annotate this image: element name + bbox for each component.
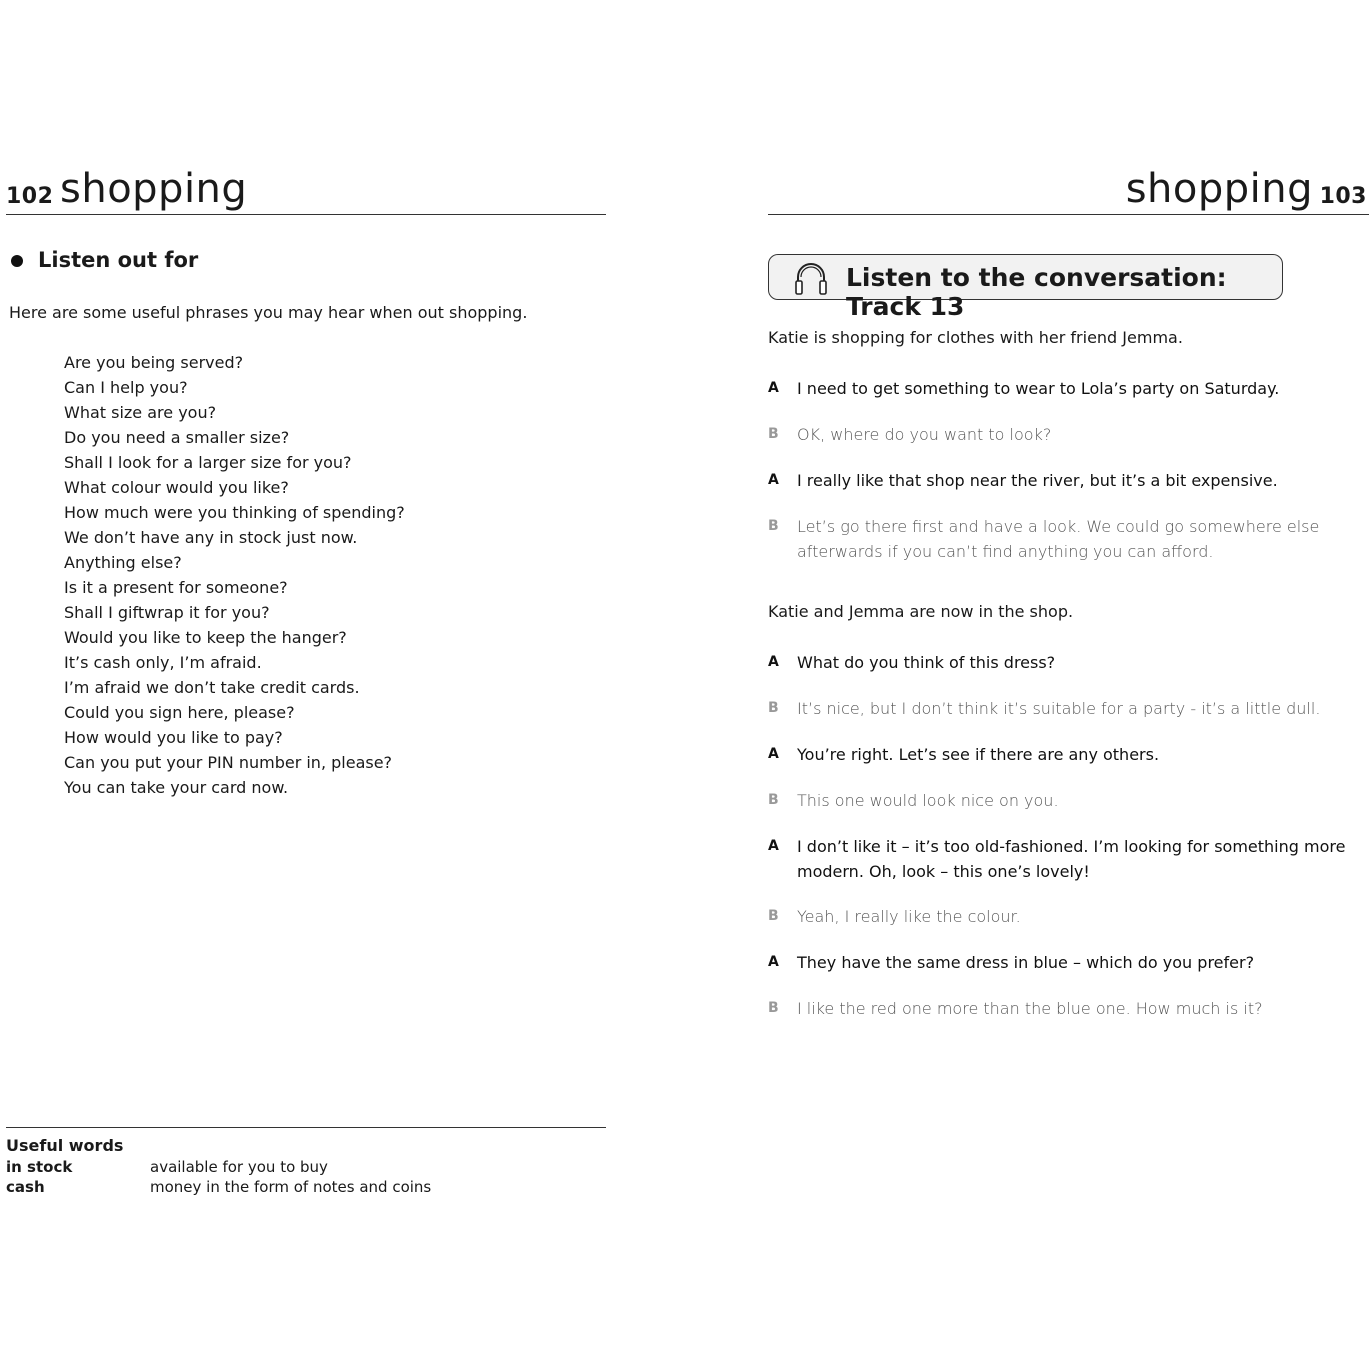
dialogue-line — [768, 696, 1358, 721]
dialogue-text: I like the red one more than the blue one. How much is it? — [797, 999, 1263, 1018]
phrase-item: Anything else? — [64, 553, 182, 572]
phrase-item: Can I help you? — [64, 378, 188, 397]
phrase-list — [64, 350, 405, 800]
speaker-label: A — [768, 838, 779, 854]
dialogue-text: You’re right. Let’s see if there are any others. — [797, 745, 1160, 764]
dialogue-line — [768, 742, 1358, 767]
speaker-label: B — [768, 1000, 779, 1016]
dialogue-line — [768, 650, 1358, 675]
speaker-label: B — [768, 792, 779, 808]
phrase-item: Would you like to keep the hanger? — [64, 628, 347, 647]
dialogue-text: I really like that shop near the river, but it’s a bit expensive. — [797, 471, 1278, 490]
track-banner — [768, 254, 1283, 321]
phrase-item: Are you being served? — [64, 353, 244, 372]
phrase-item: Can you put your PIN number in, please? — [64, 753, 393, 772]
speaker-label: A — [768, 380, 779, 396]
dialogue-line — [768, 996, 1358, 1021]
speaker-label: A — [768, 472, 779, 488]
bullet-icon — [11, 255, 23, 267]
useful-word-row — [6, 1157, 431, 1177]
phrase-item: We don’t have any in stock just now. — [64, 528, 358, 547]
speaker-label: A — [768, 654, 779, 670]
dialogue-text: Yeah, I really like the colour. — [797, 907, 1021, 926]
phrase-item: I’m afraid we don’t take credit cards. — [64, 678, 360, 697]
phrase-item: Shall I giftwrap it for you? — [64, 603, 270, 622]
phrase-item: You can take your card now. — [64, 778, 289, 797]
speaker-label: B — [768, 426, 779, 442]
dialogue-line — [768, 904, 1358, 929]
dialogue-text: What do you think of this dress? — [797, 653, 1056, 672]
phrase-item: How would you like to pay? — [64, 728, 283, 747]
right-header-rule — [768, 214, 1369, 215]
phrase-item: What size are you? — [64, 403, 217, 422]
phrase-item: Could you sign here, please? — [64, 703, 295, 722]
dialogue-line — [768, 788, 1358, 813]
dialogue-line — [768, 422, 1358, 447]
dialogue-line — [768, 514, 1358, 564]
phrase-item: How much were you thinking of spending? — [64, 503, 405, 522]
dialogue-text: They have the same dress in blue – which do you prefer? — [797, 953, 1255, 972]
dialogue-line — [768, 834, 1363, 884]
right-page-number: 103 — [1319, 184, 1367, 209]
speaker-label: A — [768, 954, 779, 970]
useful-word-definition: money in the form of notes and coins — [150, 1178, 432, 1196]
dialogue-text: This one would look nice on you. — [797, 791, 1059, 810]
scene-intro: Katie and Jemma are now in the shop. — [768, 602, 1074, 621]
speaker-label: A — [768, 746, 779, 762]
useful-words-table — [6, 1157, 431, 1197]
left-header-rule — [6, 214, 606, 215]
useful-word-row — [6, 1177, 431, 1197]
phrase-item: Do you need a smaller size? — [64, 428, 290, 447]
intro-text: Here are some useful phrases you may hear when out shopping. — [9, 303, 528, 322]
right-page-title: shopping — [1125, 166, 1313, 212]
useful-words-rule — [6, 1127, 606, 1128]
dialogue-text: It’s nice, but I don’t think it’s suitable for a party - it’s a little dull. — [797, 699, 1321, 718]
dialogue-line — [768, 950, 1358, 975]
left-page-number: 102 — [6, 184, 54, 209]
dialogue-text: OK, where do you want to look? — [797, 425, 1052, 444]
speaker-label: B — [768, 518, 779, 534]
dialogue-text: I need to get something to wear to Lola’s party on Saturday. — [797, 379, 1280, 398]
useful-word-term: in stock — [6, 1158, 73, 1176]
dialogue-text: afterwards if you can’t find anything you can afford. — [797, 542, 1214, 561]
phrase-item: What colour would you like? — [64, 478, 289, 497]
phrase-item: It’s cash only, I’m afraid. — [64, 653, 262, 672]
track-heading: Listen to the conversation: Track 13 — [846, 263, 1227, 321]
phrase-item: Is it a present for someone? — [64, 578, 288, 597]
headphones-icon — [793, 259, 829, 297]
section-heading: Listen out for — [38, 248, 199, 272]
dialogue-line — [768, 468, 1358, 493]
phrase-item: Shall I look for a larger size for you? — [64, 453, 352, 472]
dialogue-text: Let’s go there first and have a look. We could go somewhere else — [797, 517, 1320, 536]
useful-words-title: Useful words — [6, 1136, 124, 1155]
useful-word-term: cash — [6, 1178, 45, 1196]
dialogue-line — [768, 376, 1358, 401]
left-page-title: shopping — [60, 166, 248, 212]
useful-word-definition: available for you to buy — [150, 1158, 328, 1176]
dialogue-text: I don’t like it – it’s too old-fashioned. I’m looking for something more — [797, 837, 1346, 856]
speaker-label: B — [768, 908, 779, 924]
speaker-label: B — [768, 700, 779, 716]
dialogue-text: modern. Oh, look – this one’s lovely! — [797, 862, 1090, 881]
scene-intro: Katie is shopping for clothes with her friend Jemma. — [768, 328, 1183, 347]
